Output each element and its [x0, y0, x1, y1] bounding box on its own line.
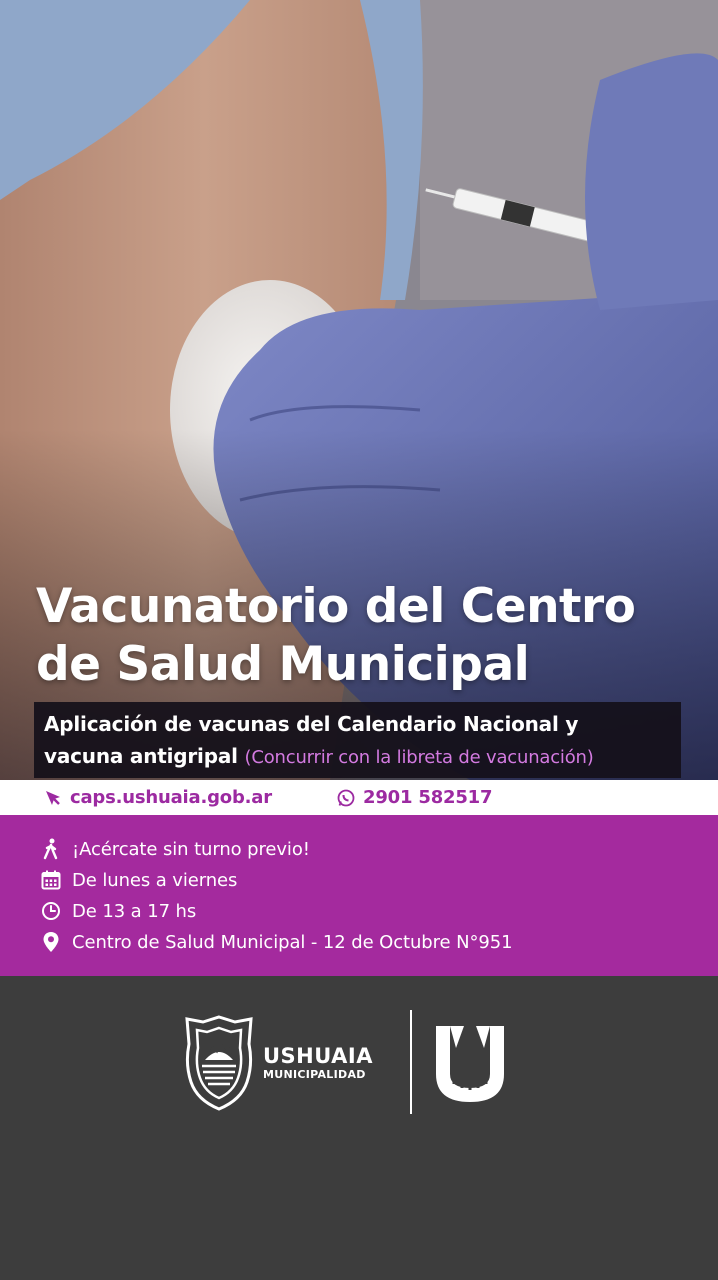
days-text: De lunes a viernes [72, 869, 238, 891]
whatsapp-icon [337, 789, 355, 807]
hours-row [40, 897, 196, 925]
website-text: caps.ushuaia.gob.ar [70, 787, 272, 808]
walk-in-row [40, 835, 310, 863]
headline-line-2: de Salud Municipal [36, 637, 530, 692]
address-row [40, 928, 512, 956]
u-logo-icon [434, 1024, 506, 1104]
hours-text: De 13 a 17 hs [72, 900, 197, 922]
coat-of-arms-icon [183, 1014, 255, 1112]
subtitle-line-2 [44, 740, 671, 774]
cursor-icon [44, 789, 62, 807]
logo-subtitle: MUNICIPALIDAD [263, 1068, 366, 1081]
logo-text [263, 1044, 373, 1082]
headline [36, 578, 706, 694]
footer [0, 976, 718, 1280]
calendar-icon [40, 869, 62, 891]
logo-divider [410, 1010, 412, 1114]
subtitle-line-1: Aplicación de vacunas del Calendario Nacional y [44, 712, 579, 736]
headline-line-1: Vacunatorio del Centro [36, 579, 636, 634]
location-pin-icon [40, 931, 62, 953]
phone-text: 2901 582517 [363, 787, 493, 808]
subtitle-box [34, 702, 681, 778]
subtitle-line-2-text: vacuna antigripal [44, 744, 238, 768]
clock-icon [40, 900, 62, 922]
walk-in-text: ¡Acércate sin turno previo! [72, 838, 310, 860]
address-text: Centro de Salud Municipal - 12 de Octubre N°951 [72, 931, 513, 953]
days-row [40, 866, 237, 894]
contact-bar [0, 780, 718, 815]
logo-name: USHUAIA [263, 1044, 373, 1068]
phone-link[interactable] [337, 780, 492, 815]
info-panel [0, 815, 718, 976]
subtitle-note: (Concurrir con la libreta de vacunación) [244, 747, 594, 768]
website-link[interactable] [44, 780, 272, 815]
walking-icon [40, 838, 62, 860]
ushuaia-municipality-logo [183, 1014, 373, 1112]
